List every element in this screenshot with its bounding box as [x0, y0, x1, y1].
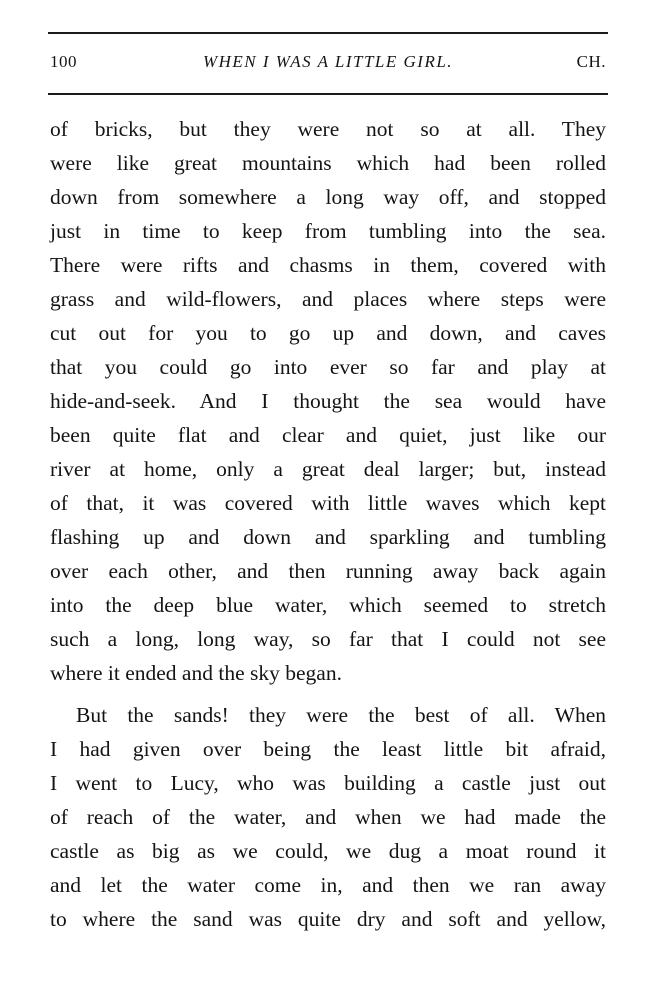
- text-line: into the deep blue water, which seemed to stretch: [50, 593, 606, 617]
- text-line: where it ended and the sky began.: [50, 661, 342, 685]
- text-line: just in time to keep from tumbling into the sea.: [50, 219, 606, 243]
- text-line: been quite flat and clear and quiet, just like our: [50, 423, 606, 447]
- header-top-rule: [48, 32, 608, 34]
- running-title: WHEN I WAS A LITTLE GIRL.: [202, 52, 454, 71]
- text-line: hide-and-seek. And I thought the sea would have: [50, 389, 606, 413]
- text-line: I had given over being the least little bit afraid,: [50, 737, 606, 761]
- text-line: and let the water come in, and then we ran away: [50, 873, 606, 897]
- running-head: [48, 52, 608, 80]
- text-line: There were rifts and chasms in them, covered with: [50, 253, 606, 277]
- text-line: of that, it was covered with little waves which kept: [50, 491, 606, 515]
- text-line: to where the sand was quite dry and soft and yellow,: [50, 907, 606, 931]
- text-line: down from somewhere a long way off, and stopped: [50, 185, 606, 209]
- text-line: such a long, long way, so far that I could not see: [50, 627, 606, 651]
- text-line: of bricks, but they were not so at all. They: [50, 117, 606, 141]
- text-line: flashing up and down and sparkling and tumbling: [50, 525, 606, 549]
- chapter-label: CH.: [576, 52, 606, 71]
- text-line: river at home, only a great deal larger; but, instead: [50, 457, 606, 481]
- page-number: 100: [50, 52, 77, 71]
- text-line: But the sands! they were the best of all. When: [76, 703, 606, 727]
- text-line: castle as big as we could, we dug a moat round it: [50, 839, 606, 863]
- text-line: I went to Lucy, who was building a castle just out: [50, 771, 606, 795]
- text-line: of reach of the water, and when we had made the: [50, 805, 606, 829]
- text-line: were like great mountains which had been rolled: [50, 151, 606, 175]
- text-line: cut out for you to go up and down, and caves: [50, 321, 606, 345]
- text-line: over each other, and then running away back again: [50, 559, 606, 583]
- text-line: grass and wild-flowers, and places where steps were: [50, 287, 606, 311]
- header-bottom-rule: [48, 93, 608, 95]
- text-line: that you could go into ever so far and play at: [50, 355, 606, 379]
